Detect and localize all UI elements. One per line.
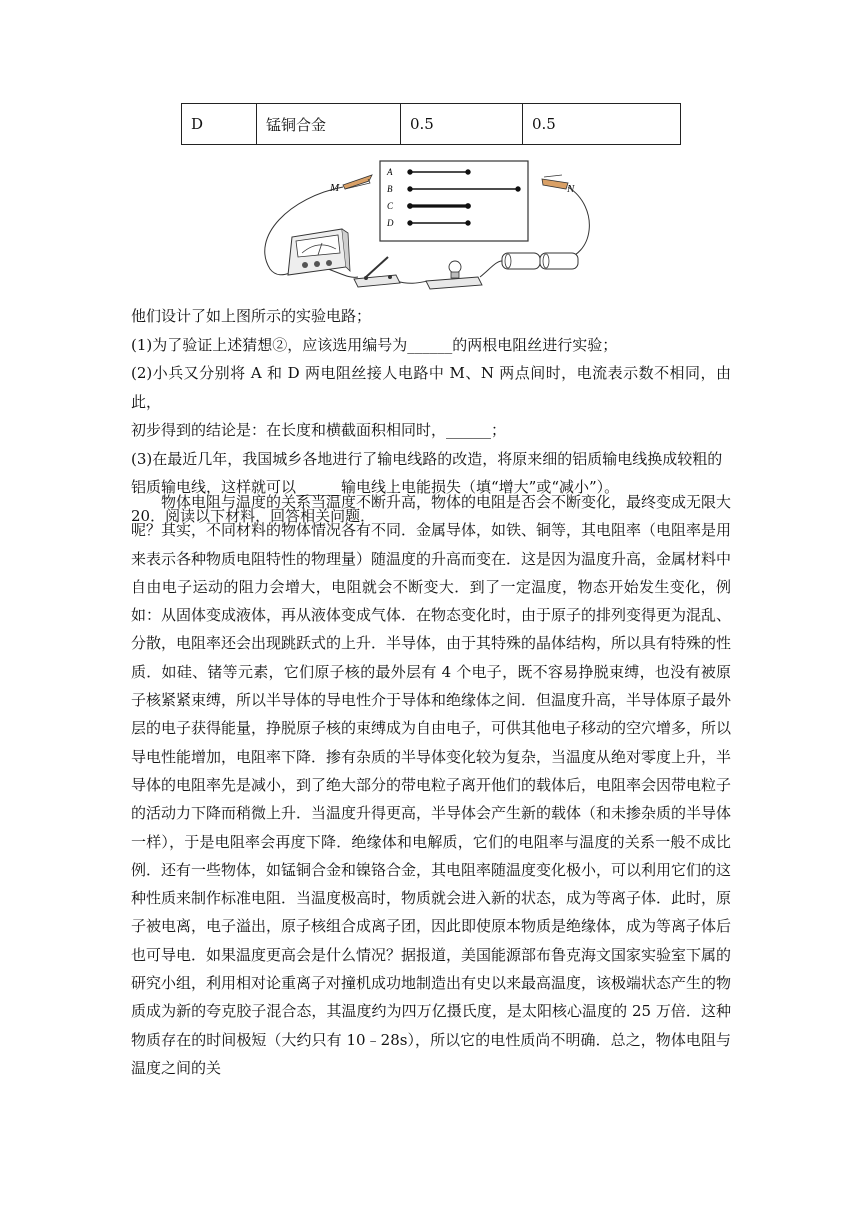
wire-table [181,103,681,145]
wire-label-c: C [387,201,394,211]
bulb [426,261,482,289]
clip-m [329,175,372,194]
clip-n [542,175,575,195]
battery-pack [502,253,578,269]
text-line: (3)在最近几年，我国城乡各地进行了输电线路的改造，将原来细的铝质输电线换成较粗的 [131,449,723,468]
wire-label-d: D [387,218,394,228]
wire-label-a: A [387,167,393,177]
wire-board [380,161,528,241]
wire-label-b: B [387,184,393,194]
table-cell-area: 0.5 [523,104,681,145]
table-cell-id: D [182,104,257,145]
table-cell-material: 锰铜合金 [257,104,401,145]
reading-material [131,488,731,1082]
text-line: (2)小兵又分别将 A 和 D 两电阻丝接人电路中 M、N 两点间时，电流表示数不相同，由此， [131,364,731,411]
clip-m-label: M [330,182,340,194]
ammeter [288,229,350,275]
question-20-heading: 20．阅读以下材料，回答相关问题． [131,506,376,525]
switch [354,257,400,287]
table-row [182,104,681,145]
article-paragraph: 物体电阻与温度的关系当温度不断升高，物体的电阻是否会不断变化，最终变成无限大呢？其实，不同材料的物体情况各有不同．金属导体，如铁、铜等，其电阻率（电阻率是用来表示各种物质电阻特性的物理量）随温度的升高而变在．这是因为温度升高，金属材料中自由电子运动的阻力会增大，电阻就会不断变大．到了一定温度，物态开始发生变化，例如：从固体变成液体，再从液体变成气体．在物态变化时，由于原子的排列变得更为混乱、分散，电阻率还会出现跳跃式的上升．半导体，由于其特殊的晶体结构，所以具有特殊的性质．如硅、锗等元素，它们原子核的最外层有 4 个电子，既不容易挣脱束缚，也没有被原子核紧紧束缚，所以半导体的导电性介于导体和绝缘体之间．但温度升高，半导体原子最外层的电子获得能量，挣脱原子核的束缚成为自由电子，可供其他电子移动的空穴增多，所以导电性能增加，电阻率下降．掺有杂质的半导体变化较为复杂，当温度从绝对零度上升，半导体的电阻率先是减小，到了绝大部分的带电粒子离开他们的载体后，电阻率会因带电粒子的活动力下降而稍微上升．当温度升得更高，半导体会产生新的载体（和未掺杂质的半导体一样），于是电阻率会再度下降．绝缘体和电解质，它们的电阻率与温度的关系一般不成比例．还有一些物体，如锰铜合金和镍铬合金，其电阻率随温度变化极小，可以利用它们的这种性质来制作标准电阻．当温度极高时，物质就会进入新的状态，成为等离子体．此时，原子被电离，电子溢出，原子核组合成离子团，因此即使原本物质是绝缘体，成为等离子体后也可导电．如果温度更高会是什么情况？据报道，美国能源部布鲁克海文国家实验室下属的研究小组，利用相对论重离子对撞机成功地制造出有史以来最高温度，该极端状态产生的物质成为新的夸克胶子混合态，其温度约为四万亿摄氏度，是太阳核心温度的 25 万倍．这种物质存在的时间极短（大约只有 10﹣28s），所以它的电性质尚不明确．总之，物体电阻与温度之间的关 [131,493,732,1077]
text-line: 铝质输电线，这样就可以______输电线上电能损失（填“增大”或“减小”）。 [131,478,620,496]
circuit-diagram [250,157,610,297]
table-cell-length: 0.5 [401,104,523,145]
clip-n-label: N [567,183,575,195]
text-line: (1)为了验证上述猜想②，应该选用编号为______的两根电阻丝进行实验； [131,335,618,354]
text-line: 初步得到的结论是：在长度和横截面积相同时，______； [131,421,507,439]
text-line: 他们设计了如上图所示的实验电路； [131,307,372,325]
